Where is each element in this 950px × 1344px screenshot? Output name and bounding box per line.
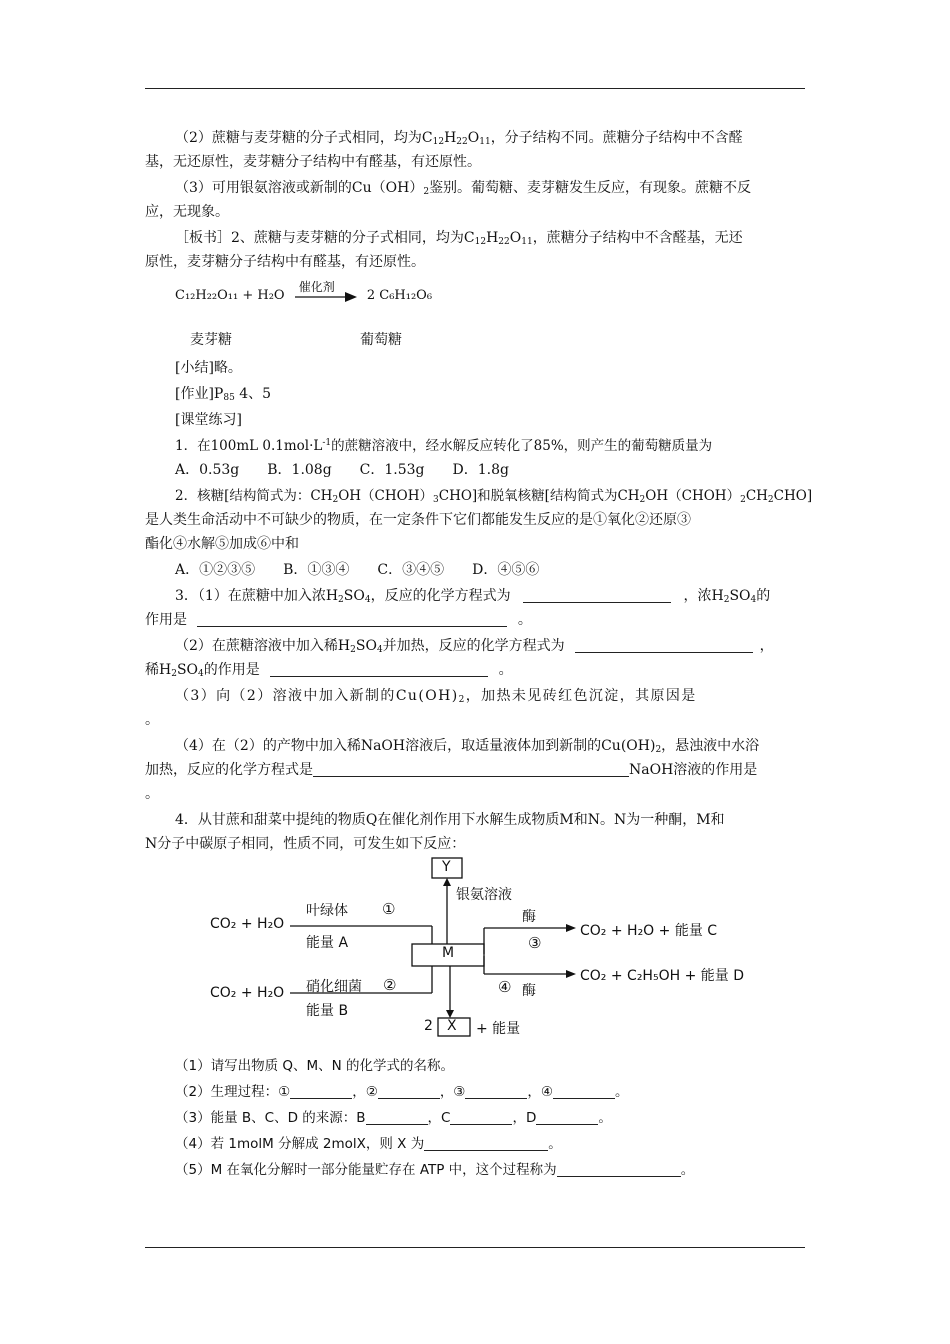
- text: ，: [759, 638, 774, 654]
- board-line1: ［板书］2、蔗糖与麦芽糖的分子式相同，均为$C_{12}H_{22}O_{11}$，蔗糖分子结构中不含醛基，无还: [175, 230, 743, 247]
- subq-4: [145, 1132, 837, 1156]
- text: 酯化④水解⑤加成⑥中和: [145, 536, 299, 552]
- label-energy-A: 能量 A: [306, 935, 349, 951]
- text: 1．在100mL 0.1mol·L: [175, 438, 323, 454]
- text: 。: [598, 1110, 612, 1126]
- coefficient-2: 2: [424, 1018, 433, 1034]
- equation-rhs: 2 C₆H₁₂O₆: [366, 288, 433, 303]
- q2-line2: [145, 508, 807, 532]
- arrow-icon: [295, 291, 357, 303]
- board-line2: [145, 250, 807, 274]
- answer-blank[interactable]: [450, 1110, 512, 1125]
- plus-energy: + 能量: [476, 1021, 521, 1037]
- reactant-bottom: CO₂ + H₂O: [210, 985, 285, 1001]
- text: 是人类生命活动中不可缺少的物质，在一定条件下它们都能发生反应的是①氧化②还原③: [145, 512, 691, 528]
- q3-1-line2: [145, 608, 807, 632]
- text: 并加热，反应的化学方程式为: [382, 638, 565, 654]
- text: OH（CHOH）: [338, 488, 433, 504]
- text: 作用是: [145, 612, 187, 628]
- text: ，浓H: [683, 588, 724, 604]
- text: 加热，反应的化学方程式是: [145, 762, 313, 778]
- node-X: X: [447, 1018, 457, 1034]
- text: ，反应的化学方程式为: [370, 588, 511, 604]
- answer-blank[interactable]: [424, 1136, 548, 1151]
- answer-blank[interactable]: [523, 588, 671, 603]
- text: （3）能量 B、C、D 的来源：B: [175, 1110, 366, 1126]
- subq-5: [145, 1158, 837, 1182]
- para-2-line1: （2）蔗糖与麦芽糖的分子式相同，均为$C_{12}H_{22}O_{11}$，分子结构不同。蔗糖分子结构中不含醛: [175, 130, 743, 147]
- text: 的作用是: [203, 662, 260, 678]
- answer-blank[interactable]: [366, 1110, 428, 1125]
- equation-lhs: C₁₂H₂₂O₁₁ + H₂O: [175, 288, 285, 303]
- q4-line1: [145, 808, 837, 832]
- answer-blank[interactable]: [270, 662, 488, 677]
- equation-arrow: [295, 279, 357, 303]
- subq-3: [145, 1106, 837, 1130]
- text: （5）M 在氧化分解时一部分能量贮存在 ATP 中，这个过程称为: [175, 1162, 557, 1178]
- text: [课堂练习]: [175, 412, 242, 428]
- text: （2）蔗糖与麦芽糖的分子式相同，均为C: [175, 130, 433, 146]
- homework: [145, 382, 837, 406]
- node-Y: Y: [442, 859, 451, 875]
- q2-options: [145, 558, 837, 582]
- text: 3．（1）在蔗糖中加入浓H: [175, 588, 339, 604]
- answer-blank[interactable]: [378, 1084, 440, 1099]
- text: ，分子结构不同。蔗糖分子结构中不含醛: [490, 130, 743, 146]
- text: ，③: [439, 1084, 466, 1100]
- answer-blank[interactable]: [465, 1084, 527, 1099]
- text: ，加热未见砖红色沉淀，其原因是: [465, 688, 697, 704]
- text: 的: [756, 588, 771, 604]
- reaction-diagram: [200, 850, 780, 1050]
- text: ，C: [427, 1110, 451, 1126]
- text: （3）可用银氨溶液或新制的Cu（OH）: [175, 180, 424, 196]
- equation: [145, 279, 837, 308]
- text: ，④: [527, 1084, 554, 1100]
- footer-rule: [145, 1247, 805, 1248]
- product-D: CO₂ + C₂H₅OH + 能量 D: [580, 968, 744, 984]
- text: 应，无现象。: [145, 204, 229, 220]
- label-energy-B: 能量 B: [306, 1003, 349, 1019]
- label-glucose: 葡萄糖: [360, 332, 402, 348]
- text: 。: [145, 712, 159, 728]
- text: A．0.53g B．1.08g C．1.53g D．1.8g: [175, 462, 509, 478]
- text: 。: [498, 662, 513, 678]
- answer-blank[interactable]: [557, 1162, 681, 1177]
- text: SO: [343, 588, 365, 604]
- step-3: ③: [528, 934, 542, 952]
- text: CHO]和脱氧核糖[结构简式为CH: [438, 488, 640, 504]
- text: 稀H: [145, 662, 172, 678]
- text: 。: [680, 1162, 695, 1178]
- text: （1）请写出物质 Q、M、N 的化学式的名称。: [175, 1058, 455, 1074]
- text: 85: [223, 393, 235, 403]
- practice-heading: [145, 408, 837, 432]
- text: （4）在（2）的产物中加入稀NaOH溶液后，取适量液体加到新制的Cu(OH): [175, 738, 656, 754]
- q1-stem: [145, 434, 837, 458]
- q1-options: [145, 458, 837, 482]
- text: ，悬浊液中水浴: [661, 738, 760, 754]
- label-chloroplast: 叶绿体: [306, 903, 348, 919]
- answer-blank[interactable]: [197, 612, 507, 627]
- label-silver-ammonia: 银氨溶液: [456, 887, 512, 903]
- answer-blank[interactable]: [536, 1110, 598, 1125]
- text: CH: [745, 488, 768, 504]
- answer-blank[interactable]: [313, 762, 629, 777]
- text: 。: [548, 1136, 562, 1152]
- q3-2-line2: 稀$H_2SO_4$的作用是 。: [145, 662, 513, 679]
- header-rule: [145, 88, 805, 89]
- answer-blank[interactable]: [290, 1084, 352, 1099]
- q2-line3: [145, 532, 807, 556]
- text: CHO]: [773, 488, 813, 504]
- text: -1: [322, 438, 332, 448]
- text: （3）向（2）溶液中加入新制的Cu(OH): [175, 688, 459, 704]
- text: 2．核糖[结构简式为：CH: [175, 488, 333, 504]
- label-enzyme-3: 酶: [522, 909, 536, 925]
- product-C: CO₂ + H₂O + 能量 C: [580, 923, 718, 939]
- step-2: ②: [383, 976, 397, 994]
- text: 基，无还原性，麦芽糖分子结构中有醛基，有还原性。: [145, 154, 481, 170]
- text: ，D: [512, 1110, 537, 1126]
- q3-2-line1: （2）在蔗糖溶液中加入稀$H_2SO_4$并加热，反应的化学方程式为 ，: [175, 638, 774, 655]
- q3-3-line1: （3）向（2）溶液中加入新制的$Cu(OH)_2$，加热未见砖红色沉淀，其原因是: [175, 688, 697, 705]
- q3-3-line2: [145, 708, 807, 732]
- text: ，②: [352, 1084, 378, 1100]
- text: ，蔗糖分子结构中不含醛基，无还: [532, 230, 743, 246]
- step-1: ①: [382, 900, 396, 918]
- text: 4、5: [234, 386, 272, 402]
- text: [作业]P: [175, 386, 224, 402]
- text: 鉴别。葡萄糖、麦芽糖发生反应，有现象。蔗糖不反: [429, 180, 752, 196]
- text: 。: [517, 612, 532, 628]
- text: NaOH溶液的作用是: [629, 762, 758, 778]
- label-maltose: 麦芽糖: [190, 332, 232, 348]
- text: 的蔗糖溶液中，经水解反应转化了85%，则产生的葡萄糖质量为: [331, 438, 713, 454]
- text: OH（CHOH）: [645, 488, 741, 504]
- text: （2）生理过程：①: [175, 1084, 291, 1100]
- text: N分子中碳原子相同，性质不同，可发生如下反应：: [145, 836, 466, 852]
- label-nitrifying-bacteria: 硝化细菌: [306, 979, 362, 995]
- text: ［板书］2、蔗糖与麦芽糖的分子式相同，均为C: [175, 230, 475, 246]
- subq-2: [145, 1080, 837, 1104]
- label-enzyme-4: 酶: [522, 983, 536, 999]
- text: [小结]略。: [175, 360, 242, 376]
- q3-4-line3: [145, 782, 807, 806]
- para-2-line2: [145, 150, 807, 174]
- summary: [145, 356, 837, 380]
- q2-line1: 2．核糖[结构简式为：$CH_2OH(CHOH)_3CHO$]和脱氧核糖[结构简式为$CH_2OH(CHOH)_2CH_2CHO$]: [175, 488, 813, 505]
- node-M: M: [442, 945, 455, 961]
- text: 。: [615, 1084, 629, 1100]
- text: A．①②③⑤ B．①③④ C．③④⑤ D．④⑤⑥: [175, 562, 540, 578]
- answer-blank[interactable]: [575, 638, 753, 653]
- text: 原性，麦芽糖分子结构中有醛基，有还原性。: [145, 254, 425, 270]
- text: 。: [145, 786, 159, 802]
- text: 4．从甘蔗和甜菜中提纯的物质Q在催化剂作用下水解生成物质M和N。N为一种酮，M和: [175, 812, 725, 828]
- step-4: ④: [498, 978, 512, 996]
- catalyst-label: 催化剂: [298, 279, 335, 294]
- reactant-top: CO₂ + H₂O: [210, 916, 285, 932]
- text: （2）在蔗糖溶液中加入稀H: [175, 638, 351, 654]
- para-3-line1: （3）可用银氨溶液或新制的$Cu(OH)_2$鉴别。葡萄糖、麦芽糖发生反应，有现象。蔗糖不反: [175, 180, 752, 197]
- answer-blank[interactable]: [553, 1084, 615, 1099]
- q3-4-line2: [145, 758, 807, 782]
- para-3-line2: [145, 200, 807, 224]
- text: （4）若 1molM 分解成 2molX，则 X 为: [175, 1136, 425, 1152]
- subq-1: [145, 1054, 837, 1078]
- q3-1-line1: 3．（1）在蔗糖中加入浓$H_2SO_4$，反应的化学方程式为 ，浓$H_2SO_4$的: [175, 588, 771, 605]
- q3-4-line1: （4）在（2）的产物中加入稀NaOH溶液后，取适量液体加到新制的$Cu(OH)_2$，悬浊液中水浴: [175, 738, 760, 755]
